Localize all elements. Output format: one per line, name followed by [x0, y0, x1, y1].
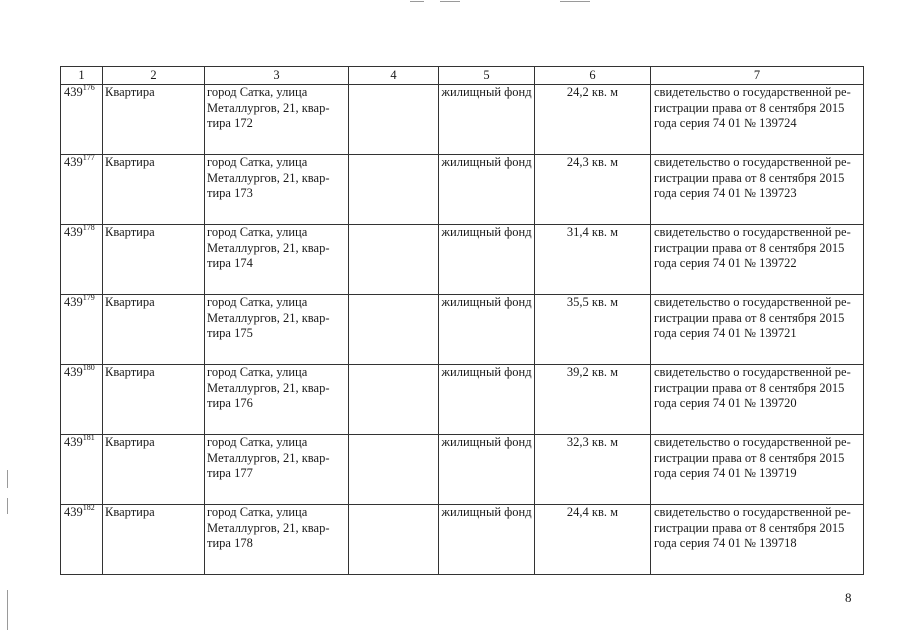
registration-document-cell: свидетельство о государственной ре-гистрации права от 8 сентября 2015 года серия 74 01 № 139724: [651, 85, 864, 155]
area-cell: 24,2 кв. м: [535, 85, 651, 155]
table-row: [61, 435, 864, 505]
row-number-superscript: 177: [82, 152, 95, 162]
object-type-cell: Квартира: [103, 295, 205, 365]
scan-artifact-top: [560, 1, 590, 2]
fund-cell: жилищный фонд: [439, 295, 535, 365]
table-row: [61, 225, 864, 295]
fund-cell: жилищный фонд: [439, 505, 535, 575]
table-row: [61, 505, 864, 575]
column-header: 1: [61, 67, 103, 85]
registration-document-cell: свидетельство о государственной ре-гистрации права от 8 сентября 2015 года серия 74 01 № 139721: [651, 295, 864, 365]
area-cell: 35,5 кв. м: [535, 295, 651, 365]
object-type-cell: Квартира: [103, 155, 205, 225]
area-cell: 24,3 кв. м: [535, 155, 651, 225]
fund-cell: жилищный фонд: [439, 365, 535, 435]
fund-cell: жилищный фонд: [439, 155, 535, 225]
address-cell: город Сатка, улица Металлургов, 21, квар-тира 174: [205, 225, 349, 295]
empty-cell: [349, 435, 439, 505]
table-row: [61, 85, 864, 155]
scan-artifact-top: [410, 1, 424, 2]
registration-document-cell: свидетельство о государственной ре-гистрации права от 8 сентября 2015 года серия 74 01 № 139718: [651, 505, 864, 575]
empty-cell: [349, 225, 439, 295]
area-cell: 31,4 кв. м: [535, 225, 651, 295]
empty-cell: [349, 295, 439, 365]
row-number: $439^{182}$: [61, 505, 103, 575]
row-number-superscript: 178: [82, 222, 95, 232]
row-number: $439^{180}$: [61, 365, 103, 435]
column-header: 7: [651, 67, 864, 85]
column-header: 2: [103, 67, 205, 85]
registration-document-cell: свидетельство о государственной ре-гистрации права от 8 сентября 2015 года серия 74 01 № 139720: [651, 365, 864, 435]
fund-cell: жилищный фонд: [439, 225, 535, 295]
address-cell: город Сатка, улица Металлургов, 21, квар-тира 178: [205, 505, 349, 575]
table-row: [61, 155, 864, 225]
area-cell: 39,2 кв. м: [535, 365, 651, 435]
registration-document-cell: свидетельство о государственной ре-гистрации права от 8 сентября 2015 года серия 74 01 № 139722: [651, 225, 864, 295]
property-registry-table: [60, 66, 864, 575]
object-type-cell: Квартира: [103, 505, 205, 575]
row-number: $439^{181}$: [61, 435, 103, 505]
row-number: $439^{176}$: [61, 85, 103, 155]
empty-cell: [349, 85, 439, 155]
table-header-row: [61, 67, 864, 85]
table-row: [61, 295, 864, 365]
object-type-cell: Квартира: [103, 225, 205, 295]
area-cell: 32,3 кв. м: [535, 435, 651, 505]
empty-cell: [349, 365, 439, 435]
table-row: [61, 365, 864, 435]
fund-cell: жилищный фонд: [439, 85, 535, 155]
object-type-cell: Квартира: [103, 365, 205, 435]
column-header: 5: [439, 67, 535, 85]
registration-document-cell: свидетельство о государственной ре-гистрации права от 8 сентября 2015 года серия 74 01 № 139719: [651, 435, 864, 505]
address-cell: город Сатка, улица Металлургов, 21, квар-тира 176: [205, 365, 349, 435]
page-number: 8: [845, 590, 852, 605]
row-number: $439^{179}$: [61, 295, 103, 365]
column-header: 4: [349, 67, 439, 85]
row-number-superscript: 176: [82, 82, 95, 92]
address-cell: город Сатка, улица Металлургов, 21, квар-тира 172: [205, 85, 349, 155]
empty-cell: [349, 155, 439, 225]
fund-cell: жилищный фонд: [439, 435, 535, 505]
column-header: 3: [205, 67, 349, 85]
area-cell: 24,4 кв. м: [535, 505, 651, 575]
scan-artifact-left: [7, 498, 8, 514]
row-number-superscript: 180: [82, 362, 95, 372]
row-number-superscript: 182: [82, 502, 95, 512]
object-type-cell: Квартира: [103, 435, 205, 505]
row-number-superscript: 179: [82, 292, 95, 302]
address-cell: город Сатка, улица Металлургов, 21, квар-тира 173: [205, 155, 349, 225]
address-cell: город Сатка, улица Металлургов, 21, квар-тира 177: [205, 435, 349, 505]
row-number-superscript: 181: [82, 432, 95, 442]
scan-artifact-left: [7, 470, 8, 488]
scan-artifact-top: [440, 1, 460, 2]
empty-cell: [349, 505, 439, 575]
object-type-cell: Квартира: [103, 85, 205, 155]
row-number: $439^{178}$: [61, 225, 103, 295]
registration-document-cell: свидетельство о государственной ре-гистрации права от 8 сентября 2015 года серия 74 01 № 139723: [651, 155, 864, 225]
address-cell: город Сатка, улица Металлургов, 21, квар-тира 175: [205, 295, 349, 365]
column-header: 6: [535, 67, 651, 85]
row-number: $439^{177}$: [61, 155, 103, 225]
scan-artifact-left: [7, 590, 8, 630]
